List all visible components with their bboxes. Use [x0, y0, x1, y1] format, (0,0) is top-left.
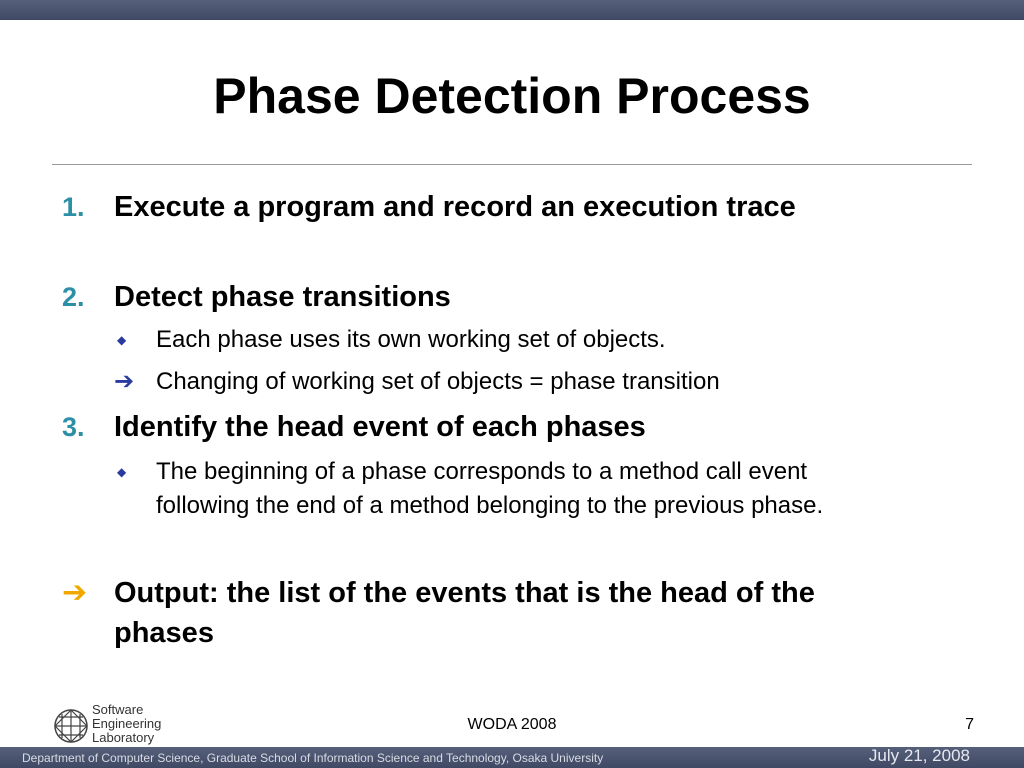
logo-line-1: Software	[92, 702, 144, 717]
date-label: July 21, 2008	[868, 746, 970, 765]
logo-line-2: Engineering	[92, 716, 162, 731]
title-divider	[52, 164, 972, 165]
logo-line-3: Laboratory	[92, 730, 155, 745]
item-number-3: 3.	[62, 412, 85, 442]
top-bar	[0, 0, 1024, 20]
sub-item-text: Each phase uses its own working set of objects.	[156, 326, 666, 353]
item-text-2: Detect phase transitions	[114, 281, 451, 313]
sub-item-text: Changing of working set of objects = phase transition	[156, 368, 720, 395]
diamond-bullet-icon: ◆	[117, 333, 127, 347]
page-number: 7	[965, 716, 974, 733]
item-number-2: 2.	[62, 282, 85, 312]
item-text-3: Identify the head event of each phases	[114, 411, 646, 443]
diamond-bullet-icon: ◆	[117, 465, 127, 479]
arrow-right-icon: ➔	[62, 576, 88, 609]
output-text-line1: Output: the list of the events that is the head of the	[114, 577, 815, 609]
item-text-1: Execute a program and record an execution trace	[114, 191, 796, 223]
arrow-right-icon: ➔	[114, 368, 135, 395]
item-number-1: 1.	[62, 192, 85, 222]
sub-item-text-line1: The beginning of a phase corresponds to a method call event	[156, 458, 808, 485]
output-text-line2: phases	[114, 617, 214, 649]
sub-item-text-line2: following the end of a method belonging to the previous phase.	[156, 492, 824, 519]
department-label: Department of Computer Science, Graduate School of Information Science and Technology, Osaka University	[22, 751, 604, 765]
slide-title: Phase Detection Process	[213, 68, 811, 124]
conference-label: WODA 2008	[467, 716, 557, 733]
